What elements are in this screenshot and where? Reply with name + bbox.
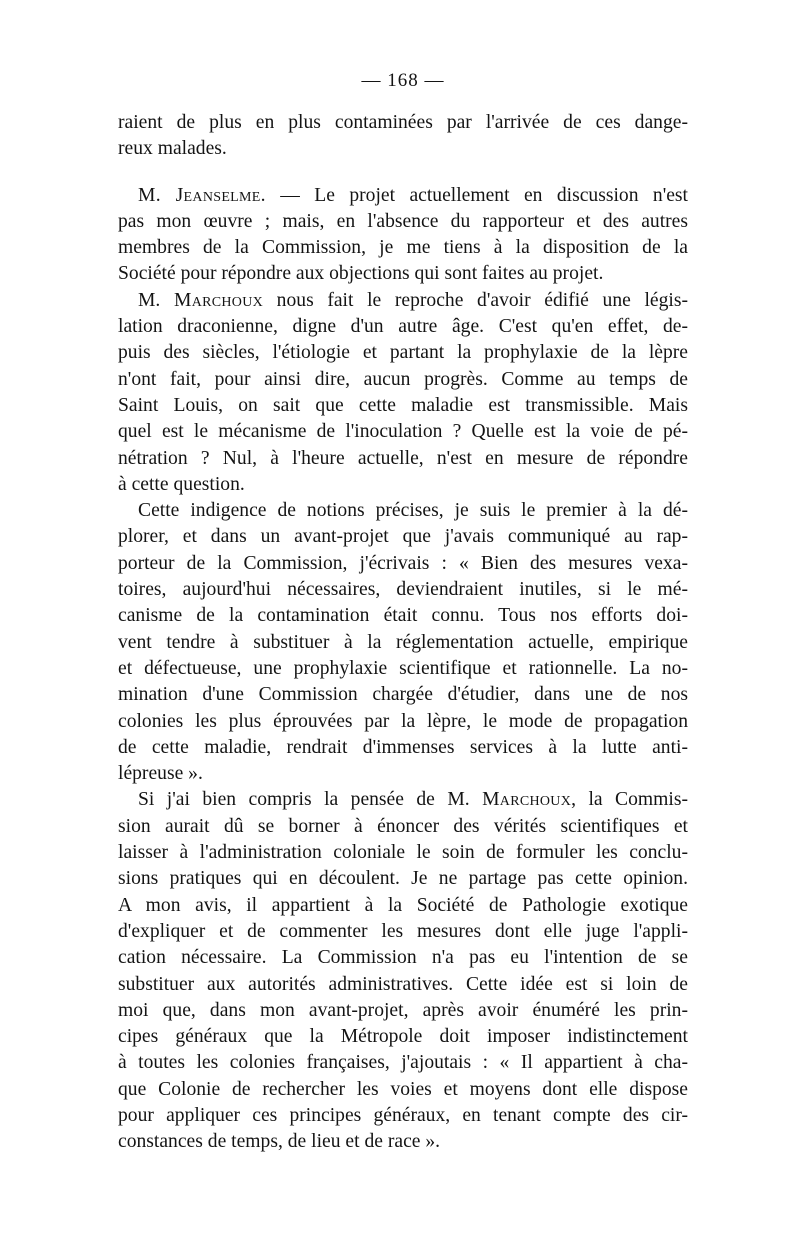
text-line xyxy=(118,183,688,209)
text-line: pour appliquer ces principes généraux, en tenant compte des cir- xyxy=(118,1104,688,1126)
text-fragment: Si j'ai bien compris la pensée de M. xyxy=(138,789,483,811)
text-line: lépreuse ». xyxy=(118,763,203,785)
text-line: quel est le mécanisme de l'inoculation ? Quelle est la voie de pé- xyxy=(118,421,688,443)
text-line: Cette indigence de notions précises, je suis le premier à la dé- xyxy=(138,500,688,522)
text-line: que Colonie de rechercher les voies et moyens dont elle dispose xyxy=(118,1078,688,1100)
text-line: toires, aujourd'hui nécessaires, deviendraient inutiles, si le mé- xyxy=(118,579,688,601)
text-line: de cette maladie, rendrait d'immenses services à la lutte anti- xyxy=(118,736,688,758)
text-fragment: nous fait le reproche d'avoir édifié une légis- xyxy=(263,289,688,311)
text-line: A mon avis, il appartient à la Société de Pathologie exotique xyxy=(118,894,688,916)
text-line: plorer, et dans un avant-projet que j'avais communiqué au rap- xyxy=(118,526,688,548)
speaker-name: Marchoux xyxy=(173,289,264,311)
speaker-name: M. Jeanselme. xyxy=(138,184,266,206)
text-line: constances de temps, de lieu et de race ». xyxy=(118,1131,441,1153)
paragraph-commission xyxy=(118,787,688,1155)
text-line: pas mon œuvre ; mais, en l'absence du rapporteur et des autres xyxy=(118,210,688,232)
text-fragment: M. xyxy=(138,289,174,311)
text-line: cation nécessaire. La Commission n'a pas eu l'intention de se xyxy=(118,947,688,969)
paragraph-indigence xyxy=(118,498,688,787)
page-body xyxy=(118,70,688,1156)
text-line: nétration ? Nul, à l'heure actuelle, n'est en mesure de répondre xyxy=(118,447,688,469)
text-line: raient de plus en plus contaminées par l'arrivée de ces dange- xyxy=(118,112,688,133)
text-line: membres de la Commission, je me tiens à la disposition de la xyxy=(118,237,688,259)
text-line: sions pratiques qui en découlent. Je ne partage pas cette opinion. xyxy=(118,868,688,890)
text-line: et défectueuse, une prophylaxie scientifique et rationnelle. La no- xyxy=(118,657,688,679)
text-line: puis des siècles, l'étiologie et partant la prophylaxie de la lèpre xyxy=(118,342,688,364)
text-line: vent tendre à substituer à la réglementation actuelle, empirique xyxy=(118,631,688,653)
text-line: sion aurait dû se borner à énoncer des vérités scientifiques et xyxy=(118,815,688,837)
text-line: à toutes les colonies françaises, j'ajoutais : « Il appartient à cha- xyxy=(118,1052,688,1074)
text-line: Société pour répondre aux objections qui sont faites au projet. xyxy=(118,263,604,285)
text-line xyxy=(118,288,688,314)
text-line: cipes généraux que la Métropole doit imposer indistinctement xyxy=(118,1026,688,1048)
text-line: laisser à l'administration coloniale le soin de formuler les conclu- xyxy=(118,842,688,864)
text-line: substituer aux autorités administratives. Cette idée est si loin de xyxy=(118,973,688,995)
paragraph-continuation xyxy=(118,110,688,163)
text-line: moi que, dans mon avant-projet, après avoir énuméré les prin- xyxy=(118,999,688,1021)
text-line: lation draconienne, digne d'un autre âge. C'est qu'en effet, de- xyxy=(118,316,688,338)
speaker-name: Marchoux xyxy=(482,789,572,811)
text-line: porteur de la Commission, j'écrivais : « Bien des mesures vexa- xyxy=(118,552,688,574)
text-line: d'expliquer et de commenter les mesures dont elle juge l'appli- xyxy=(118,920,688,942)
text-fragment: — Le projet actuellement en discussion n'est xyxy=(265,184,689,206)
page-number: — 168 — xyxy=(361,70,445,91)
text-line: n'ont fait, pour ainsi dire, aucun progrès. Comme au temps de xyxy=(118,368,688,390)
text-line: canisme de la contamination était connu. Tous nos efforts doi- xyxy=(118,605,688,627)
text-line: reux malades. xyxy=(118,138,227,160)
paragraph-reproche xyxy=(118,288,688,498)
paragraph-jeanselme xyxy=(118,183,688,288)
text-line: à cette question. xyxy=(118,473,245,495)
text-line: Saint Louis, on sait que cette maladie est transmissible. Mais xyxy=(118,394,688,416)
text-line xyxy=(118,787,688,813)
text-fragment: , la Commis- xyxy=(571,789,688,811)
text-line: colonies les plus éprouvées par la lèpre, le mode de propagation xyxy=(118,710,688,732)
text-line: mination d'une Commission chargée d'étudier, dans une de nos xyxy=(118,684,688,706)
